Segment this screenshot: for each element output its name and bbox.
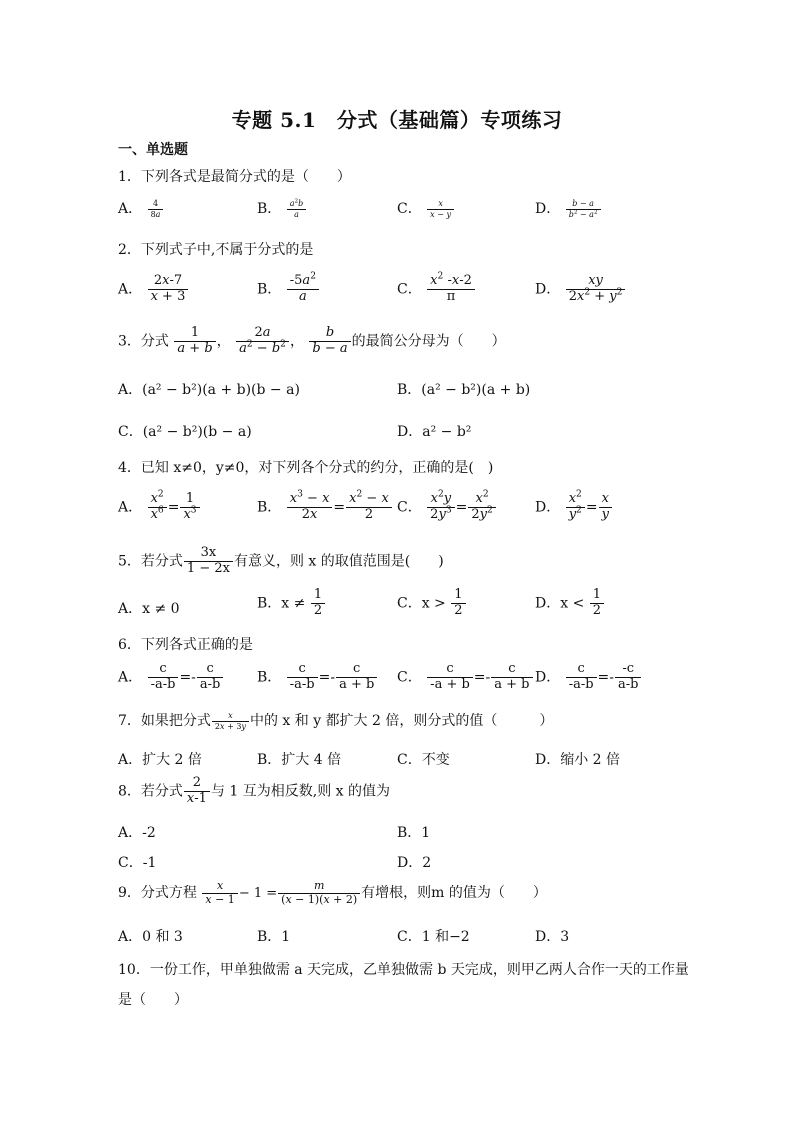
q4-option-d[interactable]: D． $\frac{x^2}{y^2}$ = $\frac{x}{y}$: [535, 492, 613, 523]
q5-option-b[interactable]: B．x ≠ $\frac{1}{2}$: [257, 588, 326, 619]
question-6-stem: 6．下列各式正确的是: [118, 637, 253, 653]
q4-option-c[interactable]: C． $\frac{x^2y}{2y^3}$ = $\frac{x^2}{2y^2}$: [397, 492, 497, 523]
q6-option-a[interactable]: A． $\frac{c}{-a-b}$ =- $\frac{c}{a-b}$: [118, 662, 224, 693]
q7-option-b[interactable]: B．扩大 4 倍: [257, 752, 342, 768]
q8-option-d[interactable]: D．2: [397, 855, 432, 871]
q4-option-a[interactable]: A． $\frac{x^2}{x^6}$ = $\frac{1}{x^3}$: [118, 492, 201, 523]
question-10-stem-line1: 10．一份工作，甲单独做需 a 天完成，乙单独做需 b 天完成，则甲乙两人合作一天的工作量: [118, 962, 689, 978]
q2-option-a[interactable]: A． $\frac{2x-7}{x + 3}$: [118, 274, 189, 305]
q9-option-b[interactable]: B．1: [257, 929, 291, 945]
q1-option-c[interactable]: C． $\frac{x}{x - y}$: [397, 198, 455, 219]
q6-option-c[interactable]: C． $\frac{c}{-a + b}$ =- $\frac{c}{a + b}$: [397, 662, 534, 693]
question-2-stem: 2．下列式子中,不属于分式的是: [118, 242, 314, 258]
q6-option-d[interactable]: D． $\frac{c}{-a-b}$ =- $\frac{-c}{a-b}$: [535, 662, 642, 693]
q1-option-a[interactable]: A． $\frac{4}{8a}$: [118, 198, 164, 219]
question-1-stem: 1．下列各式是最简分式的是（ ）: [118, 169, 351, 185]
q6-option-b[interactable]: B． $\frac{c}{-a-b}$ =- $\frac{c}{a + b}$: [257, 662, 378, 693]
q3-option-b[interactable]: B．(a² − b²)(a + b): [397, 382, 531, 398]
q3-option-a[interactable]: A．(a² − b²)(a + b)(b − a): [118, 382, 300, 398]
q5-option-c[interactable]: C．x > $\frac{1}{2}$: [397, 588, 467, 619]
question-8-stem: 8．若分式 $\frac{2}{x-1}$ 与 1 互为相反数,则 x 的值为: [118, 775, 390, 806]
q3-option-c[interactable]: C．(a² − b²)(b − a): [118, 424, 252, 440]
q9-option-c[interactable]: C．1 和−2: [397, 929, 470, 945]
q8-option-c[interactable]: C．-1: [118, 855, 157, 871]
q3-option-d[interactable]: D．a² − b²: [397, 424, 472, 440]
question-3-stem: 3．分式 $\frac{1}{a + b}$ ， $\frac{2a}{a^2 - b^2}$ ， $\frac{b}{b - a}$ 的最简公分母为（ ）: [118, 325, 506, 356]
question-4-stem: 4．已知 x≠0，y≠0，对下列各个分式的约分，正确的是( ): [118, 460, 494, 476]
page-title: 专题 5.1 分式（基础篇）专项练习: [231, 108, 563, 132]
q7-option-d[interactable]: D．缩小 2 倍: [535, 752, 621, 768]
q5-option-a[interactable]: A．x ≠ 0: [118, 601, 180, 617]
q9-option-a[interactable]: A．0 和 3: [118, 929, 183, 945]
question-5-stem: 5．若分式 $\frac{3x}{1 - 2x}$ 有意义，则 x 的取值范围是( ): [118, 545, 444, 576]
question-10-stem-line2: 是（ ）: [118, 992, 188, 1008]
q2-option-d[interactable]: D． $\frac{xy}{2x^2 + y^2}$: [535, 274, 626, 305]
q5-option-d[interactable]: D．x < $\frac{1}{2}$: [535, 588, 605, 619]
q2-option-b[interactable]: B． $\frac{-5a^2}{a}$: [257, 274, 320, 305]
q7-option-c[interactable]: C．不变: [397, 752, 450, 768]
q4-option-b[interactable]: B． $\frac{x^3 - x}{2x}$ = $\frac{x^2 - x}{2}$: [257, 492, 393, 523]
q1-option-d[interactable]: D． $\frac{b - a}{b^2 - a^2}$: [535, 198, 602, 219]
q7-option-a[interactable]: A．扩大 2 倍: [118, 752, 202, 768]
q9-option-d[interactable]: D．3: [535, 929, 570, 945]
q2-option-c[interactable]: C． $\frac{x^2 -x-2}{\pi}$: [397, 274, 476, 305]
q8-option-a[interactable]: A．-2: [118, 825, 156, 841]
q1-option-b[interactable]: B． $\frac{a^2b}{a}$: [257, 198, 307, 219]
question-9-stem: 9．分式方程 $\frac{x}{x - 1}$ − 1 = $\frac{m}{(x - 1)(x + 2)}$ 有增根，则m 的值为（ ）: [118, 879, 547, 906]
q8-option-b[interactable]: B．1: [397, 825, 431, 841]
section-heading: 一、单选题: [118, 142, 188, 158]
question-7-stem: 7．如果把分式 $\frac{x}{2x + 3y}$ 中的 x 和 y 都扩大 2 倍，则分式的值（ ）: [118, 711, 554, 731]
